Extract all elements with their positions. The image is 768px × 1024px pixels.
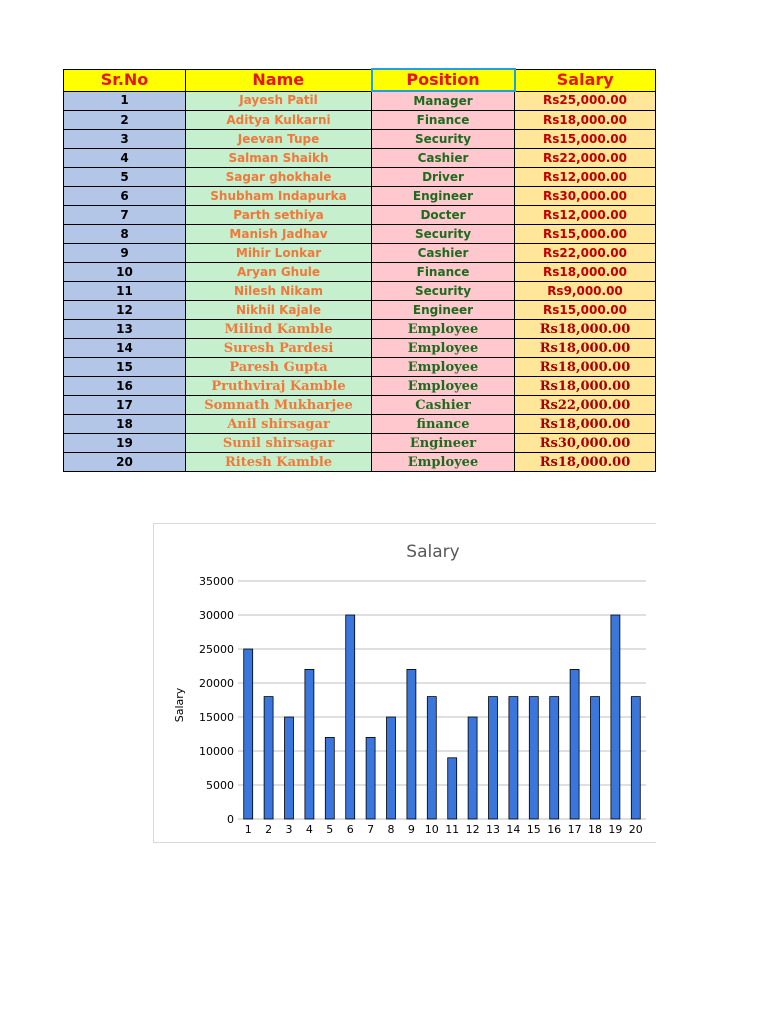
cell-position[interactable]: Security [372, 282, 515, 301]
table-row [64, 225, 656, 244]
cell-salary[interactable]: Rs12,000.00 [515, 206, 656, 225]
cell-position[interactable]: Employee [372, 453, 515, 472]
cell-name[interactable]: Salman Shaikh [186, 149, 372, 168]
cell-name[interactable]: Ritesh Kamble [186, 453, 372, 472]
cell-sr-no[interactable]: 1 [64, 91, 186, 111]
cell-sr-no[interactable]: 18 [64, 415, 186, 434]
table-row [64, 168, 656, 187]
bar[interactable] [448, 758, 457, 819]
x-tick-label: 13 [486, 823, 500, 836]
header-row [64, 69, 656, 91]
table-row [64, 339, 656, 358]
cell-sr-no[interactable]: 5 [64, 168, 186, 187]
x-tick-label: 17 [567, 823, 582, 836]
cell-name[interactable]: Somnath Mukharjee [186, 396, 372, 415]
table-row [64, 320, 656, 339]
cell-sr-no[interactable]: 17 [64, 396, 186, 415]
y-axis-label: Salary [173, 687, 186, 723]
cell-salary[interactable]: Rs22,000.00 [515, 149, 656, 168]
table-row [64, 187, 656, 206]
cell-salary[interactable]: Rs9,000.00 [515, 282, 656, 301]
cell-salary[interactable]: Rs15,000.00 [515, 130, 656, 149]
cell-name[interactable]: Shubham Indapurka [186, 187, 372, 206]
x-tick-label: 12 [465, 823, 480, 836]
x-tick-label: 18 [588, 823, 602, 836]
cell-name[interactable]: Paresh Gupta [186, 358, 372, 377]
bar[interactable] [346, 615, 355, 819]
bar[interactable] [509, 697, 518, 819]
cell-name[interactable]: Aryan Ghule [186, 263, 372, 282]
x-tick-label: 20 [628, 823, 643, 836]
cell-sr-no[interactable]: 10 [64, 263, 186, 282]
table-row [64, 453, 656, 472]
cell-sr-no[interactable]: 7 [64, 206, 186, 225]
x-tick-label: 16 [547, 823, 562, 836]
cell-name[interactable]: Parth sethiya [186, 206, 372, 225]
header-position[interactable]: Position [372, 69, 515, 91]
cell-sr-no[interactable]: 12 [64, 301, 186, 320]
y-tick-labels [199, 575, 234, 826]
cell-sr-no[interactable]: 3 [64, 130, 186, 149]
cell-position[interactable]: Cashier [372, 244, 515, 263]
cell-name[interactable]: Mihir Lonkar [186, 244, 372, 263]
cell-salary[interactable]: Rs30,000.00 [515, 434, 656, 453]
table-row [64, 396, 656, 415]
cell-salary[interactable]: Rs12,000.00 [515, 168, 656, 187]
y-tick-label: 30000 [199, 609, 234, 622]
table-row [64, 263, 656, 282]
cell-name[interactable]: Nikhil Kajale [186, 301, 372, 320]
cell-name[interactable]: Nilesh Nikam [186, 282, 372, 301]
cell-name[interactable]: Suresh Pardesi [186, 339, 372, 358]
cell-name[interactable]: Jeevan Tupe [186, 130, 372, 149]
table-row [64, 91, 656, 111]
bar[interactable] [631, 697, 640, 819]
cell-name[interactable]: Manish Jadhav [186, 225, 372, 244]
cell-salary[interactable]: Rs22,000.00 [515, 244, 656, 263]
grid-lines [238, 581, 646, 819]
cell-salary[interactable]: Rs18,000.00 [515, 111, 656, 130]
chart-title: Salary [406, 542, 460, 562]
x-tick-label: 3 [285, 823, 293, 836]
cell-position[interactable]: Engineer [372, 301, 515, 320]
bar[interactable] [305, 669, 314, 819]
table-row [64, 282, 656, 301]
y-tick-label: 5000 [206, 779, 234, 792]
bar[interactable] [407, 669, 416, 819]
cell-position[interactable]: Finance [372, 111, 515, 130]
header-name[interactable]: Name [186, 69, 372, 91]
cell-position[interactable]: Employee [372, 358, 515, 377]
x-tick-label: 1 [244, 823, 252, 836]
bar[interactable] [550, 697, 559, 819]
cell-sr-no[interactable]: 2 [64, 111, 186, 130]
cell-position[interactable]: Security [372, 225, 515, 244]
table-row [64, 244, 656, 263]
cell-sr-no[interactable]: 19 [64, 434, 186, 453]
table-row [64, 149, 656, 168]
bar[interactable] [387, 717, 396, 819]
cell-position[interactable]: Cashier [372, 149, 515, 168]
cell-position[interactable]: Security [372, 130, 515, 149]
cell-sr-no[interactable]: 4 [64, 149, 186, 168]
y-tick-label: 10000 [199, 745, 234, 758]
bar[interactable] [489, 697, 498, 819]
table-row [64, 434, 656, 453]
cell-position[interactable]: Employee [372, 320, 515, 339]
cell-salary[interactable]: Rs18,000.00 [515, 263, 656, 282]
cell-salary[interactable]: Rs25,000.00 [515, 91, 656, 111]
y-tick-label: 15000 [199, 711, 234, 724]
x-tick-label: 5 [326, 823, 334, 836]
header-salary[interactable]: Salary [515, 69, 656, 91]
y-tick-label: 25000 [199, 643, 234, 656]
cell-salary[interactable]: Rs15,000.00 [515, 225, 656, 244]
x-tick-labels [245, 823, 643, 836]
bar[interactable] [529, 697, 538, 819]
cell-position[interactable]: Engineer [372, 187, 515, 206]
table-row [64, 301, 656, 320]
x-tick-label: 14 [506, 823, 521, 836]
table-body [64, 91, 656, 472]
cell-name[interactable]: Anil shirsagar [186, 415, 372, 434]
salary-chart[interactable] [153, 523, 656, 843]
x-tick-label: 2 [265, 823, 273, 836]
header-sr-no[interactable]: Sr.No [64, 69, 186, 91]
cell-position[interactable]: Finance [372, 263, 515, 282]
y-tick-label: 35000 [199, 575, 234, 588]
x-tick-label: 6 [346, 823, 354, 836]
cell-name[interactable]: Sunil shirsagar [186, 434, 372, 453]
x-tick-label: 8 [387, 823, 395, 836]
cell-salary[interactable]: Rs30,000.00 [515, 187, 656, 206]
cell-position[interactable]: finance [372, 415, 515, 434]
cell-position[interactable]: Employee [372, 339, 515, 358]
bar[interactable] [264, 697, 273, 819]
x-tick-label: 10 [424, 823, 439, 836]
cell-position[interactable]: Employee [372, 377, 515, 396]
x-tick-label: 9 [407, 823, 415, 836]
x-tick-label: 11 [445, 823, 460, 836]
cell-name[interactable]: Pruthviraj Kamble [186, 377, 372, 396]
x-tick-label: 19 [608, 823, 623, 836]
cell-name[interactable]: Jayesh Patil [186, 91, 372, 111]
cell-salary[interactable]: Rs18,000.00 [515, 415, 656, 434]
cell-name[interactable]: Sagar ghokhale [186, 168, 372, 187]
bar[interactable] [570, 669, 579, 819]
table-row [64, 415, 656, 434]
bar[interactable] [325, 737, 334, 819]
cell-sr-no[interactable]: 14 [64, 339, 186, 358]
cell-name[interactable]: Milind Kamble [186, 320, 372, 339]
cell-sr-no[interactable]: 15 [64, 358, 186, 377]
cell-sr-no[interactable]: 9 [64, 244, 186, 263]
table-row [64, 130, 656, 149]
cell-sr-no[interactable]: 8 [64, 225, 186, 244]
cell-salary[interactable]: Rs22,000.00 [515, 396, 656, 415]
bar[interactable] [366, 737, 375, 819]
cell-salary[interactable]: Rs18,000.00 [515, 358, 656, 377]
bar[interactable] [468, 717, 477, 819]
chart-canvas [154, 524, 656, 842]
cell-sr-no[interactable]: 13 [64, 320, 186, 339]
cell-name[interactable]: Aditya Kulkarni [186, 111, 372, 130]
bar[interactable] [427, 697, 436, 819]
cell-position[interactable]: Manager [372, 91, 515, 111]
cell-salary[interactable]: Rs18,000.00 [515, 339, 656, 358]
cell-position[interactable]: Docter [372, 206, 515, 225]
cell-position[interactable]: Driver [372, 168, 515, 187]
table-row [64, 206, 656, 225]
cell-salary[interactable]: Rs18,000.00 [515, 320, 656, 339]
cell-sr-no[interactable]: 6 [64, 187, 186, 206]
table-row [64, 358, 656, 377]
cell-salary[interactable]: Rs18,000.00 [515, 377, 656, 396]
table-row [64, 111, 656, 130]
x-tick-label: 7 [367, 823, 375, 836]
bar[interactable] [611, 615, 620, 819]
y-tick-label: 0 [227, 813, 234, 826]
cell-sr-no[interactable]: 16 [64, 377, 186, 396]
bar[interactable] [244, 649, 253, 819]
bar[interactable] [285, 717, 294, 819]
cell-salary[interactable]: Rs18,000.00 [515, 453, 656, 472]
x-tick-label: 15 [526, 823, 541, 836]
y-tick-label: 20000 [199, 677, 234, 690]
cell-sr-no[interactable]: 11 [64, 282, 186, 301]
cell-sr-no[interactable]: 20 [64, 453, 186, 472]
bar[interactable] [591, 697, 600, 819]
cell-position[interactable]: Engineer [372, 434, 515, 453]
cell-salary[interactable]: Rs15,000.00 [515, 301, 656, 320]
cell-position[interactable]: Cashier [372, 396, 515, 415]
table-row [64, 377, 656, 396]
salary-table [63, 68, 656, 472]
x-tick-label: 4 [305, 823, 313, 836]
